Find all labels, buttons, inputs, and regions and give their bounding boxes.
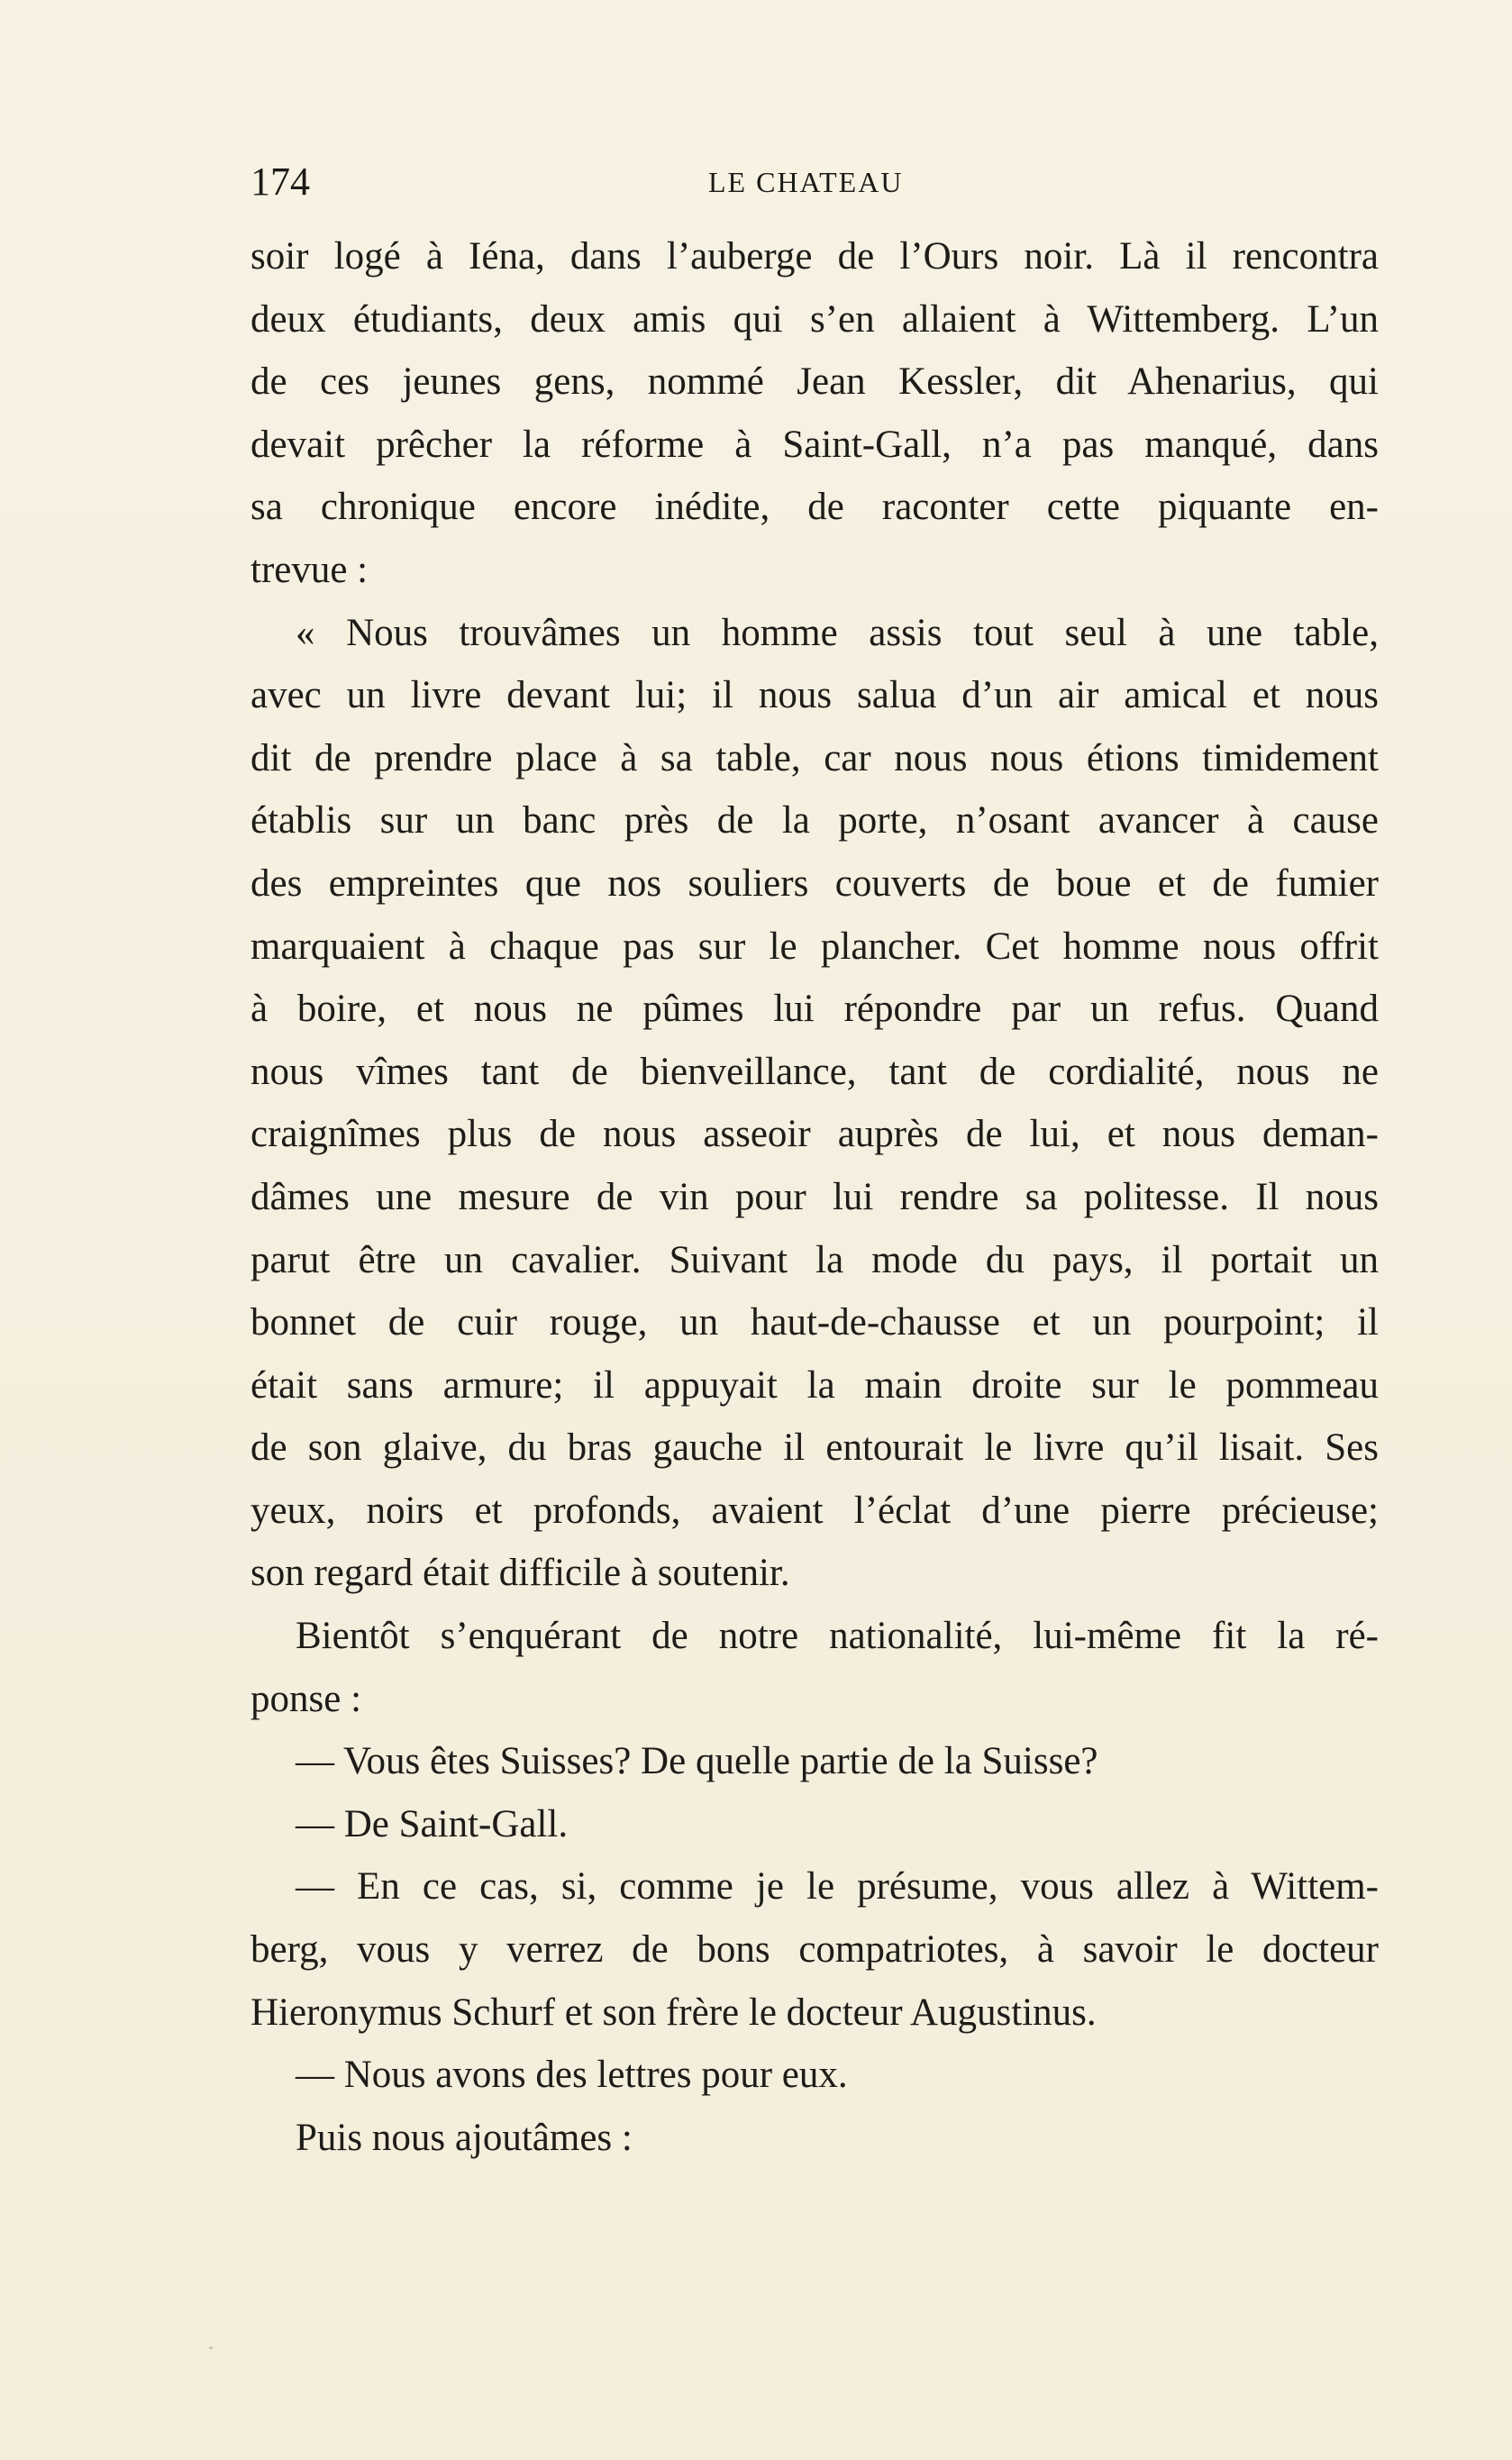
text-line: bonnet de cuir rouge, un haut-de-chausse et un pourpoint; il — [250, 1301, 1379, 1344]
text-line: Hieronymus Schurf et son frère le docteur Augustinus. — [250, 1991, 1097, 2034]
text-line: devait prêcher la réforme à Saint-Gall, n’a pas manqué, dans — [250, 423, 1379, 466]
text-line: établis sur un banc près de la porte, n’osant avancer à cause — [250, 799, 1379, 843]
text-line: de ces jeunes gens, nommé Jean Kessler, dit Ahenarius, qui — [250, 360, 1379, 404]
text-line: soir logé à Iéna, dans l’auberge de l’Ours noir. Là il rencontra — [250, 235, 1379, 278]
text-line: nous vîmes tant de bienveillance, tant de cordialité, nous ne — [250, 1050, 1379, 1093]
running-title: LE CHATEAU — [708, 166, 904, 198]
text-line: — De Saint-Gall. — [296, 1802, 569, 1845]
text-line: de son glaive, du bras gauche il entourait le livre qu’il lisait. Ses — [250, 1426, 1379, 1470]
text-line: trevue : — [250, 548, 369, 591]
text-line: — En ce cas, si, comme je le présume, vous allez à Wittem- — [296, 1865, 1379, 1909]
text-line: avec un livre devant lui; il nous salua d’un air amical et nous — [250, 674, 1379, 717]
text-line: marquaient à chaque pas sur le plancher. Cet homme nous offrit — [250, 925, 1379, 968]
text-line: « Nous trouvâmes un homme assis tout seul à une table, — [296, 611, 1379, 654]
page-number: 174 — [250, 159, 310, 204]
page-header — [250, 155, 1379, 209]
text-line: son regard était difficile à soutenir. — [250, 1552, 790, 1595]
text-line: à boire, et nous ne pûmes lui répondre par un refus. Quand — [250, 988, 1379, 1031]
body-text — [250, 225, 1379, 2169]
paper-speck — [209, 2346, 213, 2349]
text-line: berg, vous y verrez de bons compatriotes, à savoir le docteur — [250, 1928, 1379, 1972]
text-line: yeux, noirs et profonds, avaient l’éclat d’une pierre précieuse; — [250, 1489, 1379, 1532]
text-line: craignîmes plus de nous asseoir auprès de lui, et nous deman- — [250, 1113, 1379, 1156]
text-line: dâmes une mesure de vin pour lui rendre sa politesse. Il nous — [250, 1175, 1379, 1218]
text-line: était sans armure; il appuyait la main droite sur le pommeau — [250, 1363, 1379, 1407]
text-line: des empreintes que nos souliers couverts de boue et de fumier — [250, 861, 1379, 905]
text-line: parut être un cavalier. Suivant la mode du pays, il portait un — [250, 1238, 1379, 1281]
text-line: Bientôt s’enquérant de notre nationalité, lui-même fit la ré- — [296, 1615, 1379, 1658]
text-line: deux étudiants, deux amis qui s’en allaient à Wittemberg. L’un — [250, 297, 1379, 341]
text-line: — Nous avons des lettres pour eux. — [296, 2054, 848, 2097]
text-line: Puis nous ajoutâmes : — [296, 2116, 633, 2159]
text-line: sa chronique encore inédite, de raconter cette piquante en- — [250, 486, 1379, 529]
text-line: ponse : — [250, 1677, 362, 1720]
text-line: dit de prendre place à sa table, car nous nous étions timidement — [250, 736, 1379, 779]
text-line: — Vous êtes Suisses? De quelle partie de la Suisse? — [296, 1740, 1098, 1783]
